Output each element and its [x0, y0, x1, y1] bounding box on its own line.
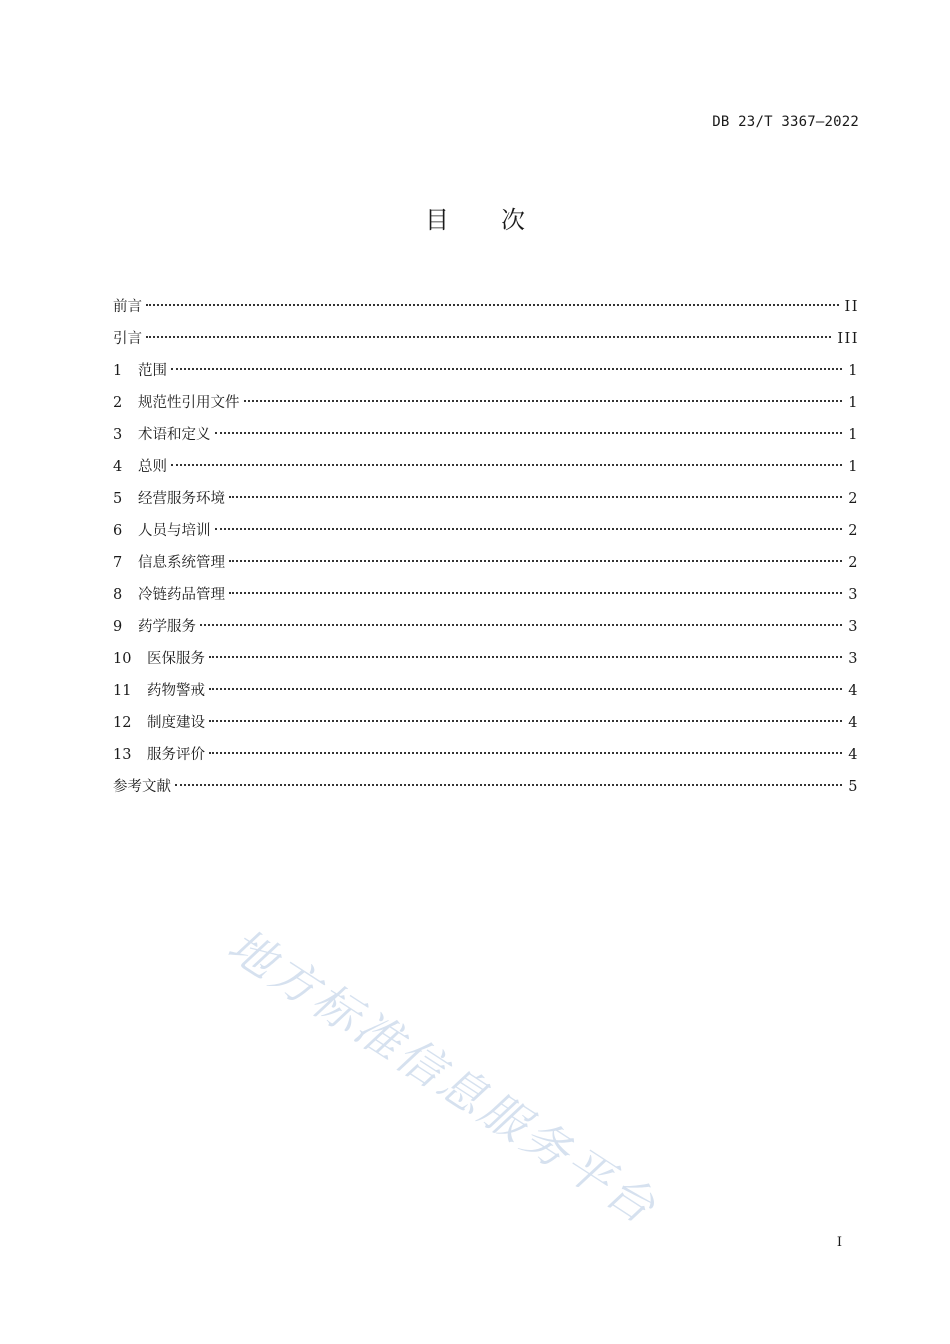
toc-entry-number: 5 [113, 491, 123, 507]
toc-entry-number: 7 [113, 555, 123, 571]
toc-entry[interactable] [113, 575, 859, 607]
toc-entry-page: 1 [848, 459, 859, 475]
toc-dot-leader [229, 543, 842, 567]
toc-entry-label: 制度建设 [147, 715, 205, 731]
toc-entry-label: 范围 [138, 363, 167, 379]
toc-dot-leader [171, 351, 842, 375]
watermark: 地方标准信息服务平台 [218, 917, 668, 1236]
toc-entry-page: III [837, 331, 859, 347]
toc-entry-number: 9 [113, 619, 123, 635]
toc-entry[interactable] [113, 735, 859, 767]
toc-entry-label: 经营服务环境 [138, 491, 225, 507]
toc-entry[interactable] [113, 767, 859, 799]
toc-dot-leader [146, 319, 831, 343]
toc-entry[interactable] [113, 319, 859, 351]
table-of-contents [113, 287, 859, 799]
toc-entry[interactable] [113, 511, 859, 543]
toc-entry-page: II [844, 299, 859, 315]
toc-entry-page: 2 [848, 491, 859, 507]
toc-entry[interactable] [113, 703, 859, 735]
toc-entry[interactable] [113, 479, 859, 511]
toc-entry[interactable] [113, 447, 859, 479]
toc-dot-leader [229, 575, 842, 599]
toc-entry-page: 4 [848, 747, 859, 763]
toc-entry-page: 2 [848, 555, 859, 571]
toc-entry[interactable] [113, 383, 859, 415]
toc-entry-label: 冷链药品管理 [138, 587, 225, 603]
toc-entry-page: 5 [848, 779, 859, 795]
toc-entry[interactable] [113, 671, 859, 703]
toc-entry-page: 1 [848, 395, 859, 411]
toc-entry[interactable] [113, 287, 859, 319]
toc-dot-leader [244, 383, 843, 407]
toc-dot-leader [175, 767, 842, 791]
document-code: DB 23/T 3367—2022 [712, 114, 859, 130]
toc-entry-number: 13 [113, 747, 132, 763]
toc-entry[interactable] [113, 543, 859, 575]
toc-entry-label: 术语和定义 [138, 427, 211, 443]
toc-entry-number: 12 [113, 715, 132, 731]
page-number: I [836, 1235, 842, 1250]
toc-entry[interactable] [113, 607, 859, 639]
toc-entry-page: 2 [848, 523, 859, 539]
toc-entry-page: 3 [848, 587, 859, 603]
page-title: 目次 [425, 206, 577, 234]
toc-entry-label: 人员与培训 [138, 523, 211, 539]
toc-entry[interactable] [113, 351, 859, 383]
toc-entry-label: 药物警戒 [147, 683, 205, 699]
toc-entry-number: 10 [113, 651, 132, 667]
toc-dot-leader [215, 415, 843, 439]
toc-entry-page: 3 [848, 651, 859, 667]
toc-entry-label: 药学服务 [138, 619, 196, 635]
toc-entry-page: 4 [848, 715, 859, 731]
toc-entry-page: 3 [848, 619, 859, 635]
toc-dot-leader [209, 639, 842, 663]
toc-entry-page: 1 [848, 427, 859, 443]
toc-entry-label: 服务评价 [147, 747, 205, 763]
toc-entry-number: 4 [113, 459, 123, 475]
toc-entry-number: 3 [113, 427, 123, 443]
toc-entry-page: 1 [848, 363, 859, 379]
toc-entry-label: 医保服务 [147, 651, 205, 667]
toc-entry[interactable] [113, 415, 859, 447]
toc-dot-leader [200, 607, 842, 631]
toc-entry-number: 1 [113, 363, 123, 379]
toc-entry-number: 8 [113, 587, 123, 603]
toc-entry-label: 引言 [113, 331, 142, 347]
toc-entry-label: 规范性引用文件 [138, 395, 240, 411]
toc-entry-page: 4 [848, 683, 859, 699]
toc-entry-label: 参考文献 [113, 779, 171, 795]
toc-dot-leader [209, 703, 842, 727]
toc-dot-leader [146, 287, 839, 311]
toc-entry-number: 6 [113, 523, 123, 539]
toc-dot-leader [215, 511, 843, 535]
toc-entry-label: 总则 [138, 459, 167, 475]
toc-entry-number: 2 [113, 395, 123, 411]
toc-dot-leader [229, 479, 842, 503]
toc-dot-leader [209, 735, 842, 759]
toc-entry-number: 11 [113, 683, 132, 699]
toc-entry-label: 信息系统管理 [138, 555, 225, 571]
toc-entry[interactable] [113, 639, 859, 671]
toc-dot-leader [209, 671, 842, 695]
toc-entry-label: 前言 [113, 299, 142, 315]
toc-dot-leader [171, 447, 842, 471]
